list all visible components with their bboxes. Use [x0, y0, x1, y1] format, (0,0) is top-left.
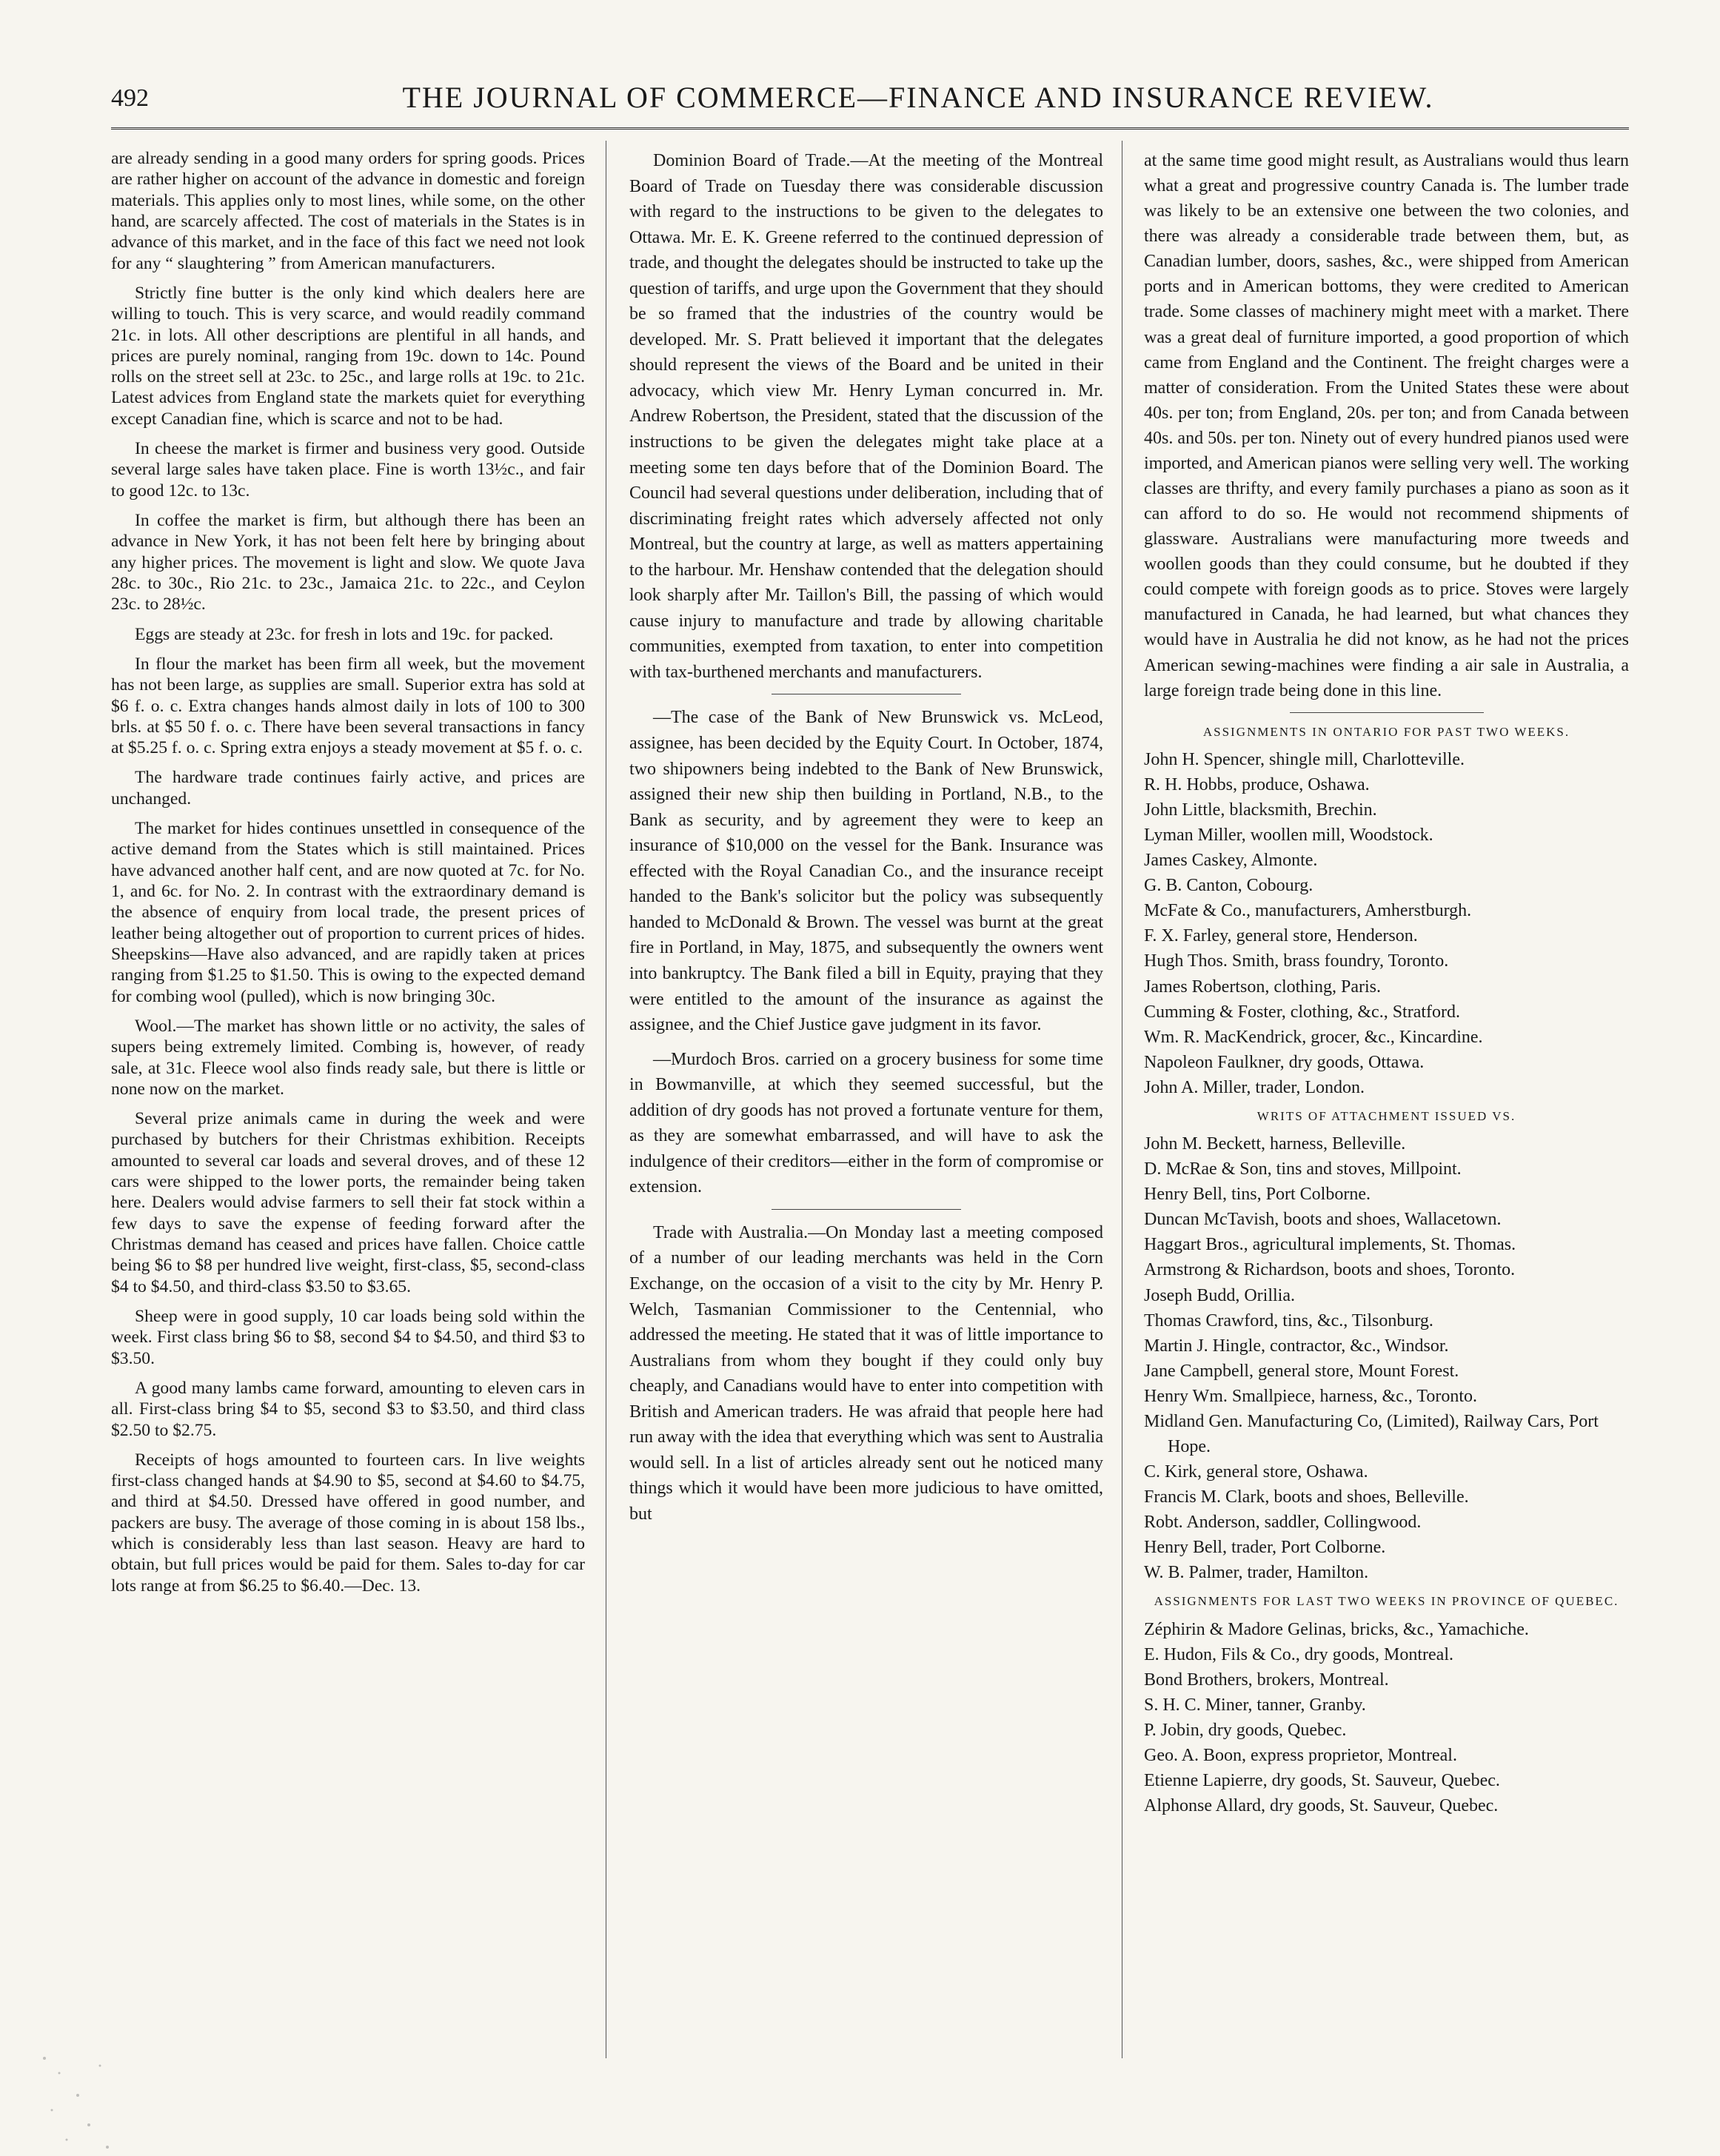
list-item: Robt. Anderson, saddler, Collingwood.: [1144, 1513, 1422, 1533]
list-item: Wm. R. MacKendrick, grocer, &c., Kincardine.: [1144, 1027, 1483, 1047]
paragraph: are already sending in a good many orders for spring goods. Prices are rather higher on account of the advance in domestic and foreign materials. This applies only to most lines, while some, on the other hand, are scarcely affected. The cost of materials in the States is in advance of this market, and in the face of this fact we need not look for any “ slaughtering ” from American manufacturers.: [111, 149, 585, 273]
article-board-of-trade: Dominion Board of Trade.—At the meeting of the Montreal Board of Trade on Tuesday there was considerable discussion with regard to the instructions to be given to the delegates to Ottawa. Mr. E. K. Greene referred to the continued depression of trade, and thought the delegates should be instructed to take up the question of tariffs, and urge upon the Government that they should be so framed that the industries of the country would be developed. Mr. S. Pratt believed it important that the delegates should represent the views of the Board and be united in their advocacy, which view Mr. Henry Lyman concurred in. Mr. Andrew Robertson, the President, stated that the discussion of the instructions to be given the delegates might take place at a meeting some ten days before that of the Dominion Board. The Council had several questions under deliberation, including that of discriminating freight rates which adversely affected not only Montreal, but the country at large, as well as matters appertaining to the harbour. Mr. Henshaw contended that the delegation should look sharply after Mr. Taillon's Bill, the passing of which would cause injury to manufacture and trade by allowing charitable communities, exempted from taxation, to enter into competition with tax-burthened merchants and manufacturers.: [629, 151, 1103, 682]
list-item: G. B. Canton, Cobourg.: [1144, 876, 1314, 896]
paragraph: In flour the market has been firm all week, but the movement has not been large, as supplies are small. Superior extra has sold at $6 f. o. c. Extra changes hands almost daily in lots of 100 to 300 brls. at $5 50 f. o. c. There have been several transactions in fancy at $5.25 f. o. c. Spring extra enjoys a steady movement at $5 f. o. c.: [111, 654, 585, 758]
page-number: 492: [111, 84, 149, 112]
running-title: THE JOURNAL OF COMMERCE—FINANCE AND INSURANCE REVIEW.: [402, 81, 1434, 114]
article-bank-case: —The case of the Bank of New Brunswick vs. McLeod, assignee, has been decided by the Equity Court. In October, 1874, two shipowners being indebted to the Bank of New Brunswick, assigned their new ship then building in Portland, N.B., to the Bank as security, and by agreement they were to keep an insurance of $10,000 on the vessel for the Bank. Insurance was effected with the Royal Canadian Co., and the insurance receipt handed to the Bank's solicitor but the policy was subsequently handed to McDonald & Brown. The vessel was burnt at the great fire in Portland, in May, 1875, and subsequently the owners went into bankruptcy. The Bank filed a bill in Equity, praying that they were entitled to the amount of the insurance as against the assignee, and the Chief Justice gave judgment in its favor.: [629, 708, 1103, 1035]
list-item: Zéphirin & Madore Gelinas, bricks, &c., Yamachiche.: [1144, 1619, 1529, 1639]
list-item: John A. Miller, trader, London.: [1144, 1077, 1365, 1097]
paragraph: In coffee the market is firm, but although there has been an advance in New York, it has not been felt here by bringing about any higher prices. The movement is light and slow. We quote Java 28c. to 30c., Rio 21c. to 23c., Jamaica 21c. to 22c., and Ceylon 23c. to 28½c.: [111, 511, 585, 615]
list-item: P. Jobin, dry goods, Quebec.: [1144, 1720, 1347, 1740]
section-divider: [772, 1209, 961, 1210]
list-item: Jane Campbell, general store, Mount Forest.: [1144, 1361, 1459, 1381]
list-item: Henry Bell, trader, Port Colborne.: [1144, 1538, 1386, 1558]
list-item: D. McRae & Son, tins and stoves, Millpoint.: [1144, 1159, 1462, 1179]
quebec-assignments-list: [1144, 1617, 1629, 1819]
paragraph: Strictly fine butter is the only kind which dealers here are willing to touch. This is very scarce, and would readily command 21c. in lots. All other descriptions are plentiful in all hands, and prices are purely nominal, ranging from 19c. down to 14c. Pound rolls on the street sell at 23c. to 25c., and large rolls at 19c. to 21c. Latest advices from England state the markets quiet for everything except Canadian fine, which is scarce and not to be had.: [111, 283, 585, 429]
writs-heading: WRITS OF ATTACHMENT ISSUED VS.: [1256, 1108, 1516, 1123]
list-item: Francis M. Clark, boots and shoes, Belleville.: [1144, 1487, 1469, 1507]
list-item: Cumming & Foster, clothing, &c., Stratford.: [1144, 1002, 1461, 1022]
list-item: Lyman Miller, woollen mill, Woodstock.: [1144, 826, 1433, 846]
article-murdoch-bros: —Murdoch Bros. carried on a grocery business for some time in Bowmanville, at which they seemed successful, but the addition of dry goods has not proved a fortunate venture for them, as they are somewhat embarrassed, and will have to ask the indulgence of their creditors—either in the form of compromise or extension.: [629, 1049, 1103, 1197]
paragraph: Eggs are steady at 23c. for fresh in lots and 19c. for packed.: [135, 624, 554, 644]
list-item: Midland Gen. Manufacturing Co, (Limited), Railway Cars, Port Hope.: [1144, 1411, 1599, 1456]
paragraph: The market for hides continues unsettled in consequence of the active demand from the States which is still maintained. Prices have advanced another half cent, and are now quoted at 7c. for No. 1, and 6c. for No. 2. In contrast with the extraordinary demand is the absence of enquiry from local trade, the present prices of leather being altogether out of proportion to current prices of hides. Sheepskins—Have also advanced, and are rapidly taken at prices ranging from $1.25 to $1.50. This is owing to the expected demand for combing wool (pulled), which is now bringing 30c.: [111, 819, 585, 1006]
list-item: Haggart Bros., agricultural implements, St. Thomas.: [1144, 1235, 1516, 1255]
paragraph: A good many lambs came forward, amounting to eleven cars in all. First-class bring $4 to $5, second $3 to $3.50, and third class $2.50 to $2.75.: [111, 1378, 585, 1440]
list-item: W. B. Palmer, trader, Hamilton.: [1144, 1563, 1369, 1583]
paragraph: Wool.—The market has shown little or no activity, the sales of supers being extremely limited. Combing is, however, of ready sale, at 31c. Fleece wool also finds ready sale, but there is little or none now on the market.: [111, 1016, 585, 1099]
list-item: R. H. Hobbs, produce, Oshawa.: [1144, 774, 1370, 794]
print-speckle-decoration: [37, 2043, 118, 2155]
page-header: [111, 80, 1629, 124]
section-divider: [1290, 712, 1484, 713]
list-item: Etienne Lapierre, dry goods, St. Sauveur, Quebec.: [1144, 1771, 1500, 1791]
header-rule: [111, 127, 1629, 130]
paragraph: The hardware trade continues fairly active, and prices are unchanged.: [111, 768, 585, 808]
paragraph: In cheese the market is firmer and business very good. Outside several large sales have taken place. Fine is worth 13½c., and fair to good 12c. to 13c.: [111, 439, 585, 500]
article-continuation: at the same time good might result, as Australians would thus learn what a great and progressive country Canada is. The lumber trade was likely to be an extensive one between the two colonies, and there was already a considerable trade between them, but, as Canadian lumber, doors, sashes, &c., were shipped from American ports and in American bottoms, they were credited to American trade. Some classes of machinery might meet with a market. There was a great deal of furniture imported, a good proportion of which came from England and the Continent. The freight charges were a matter of consideration. From the United States these were about 40s. per ton; from England, 20s. per ton; and from Canada between 40s. and 50s. per ton. Ninety out of every hundred pianos used were imported, and American pianos were selling very well. The working classes are thrifty, and every family purchases a piano as soon as it can afford to do so. He would not recommend shipments of glassware. Australians were manufacturing more tweeds and woollen goods than they could consume, but he doubted if they could compete with foreign goods as to price. Stoves were largely manufactured in Canada, he had learned, but what chances they would have in Australia he did not know, as he had not the prices American sewing-machines were finding a air sale in Australia, a large foreign trade being done in this line.: [1144, 151, 1629, 700]
list-item: Alphonse Allard, dry goods, St. Sauveur, Quebec.: [1144, 1796, 1499, 1816]
list-item: Napoleon Faulkner, dry goods, Ottawa.: [1144, 1052, 1425, 1072]
list-item: Geo. A. Boon, express proprietor, Montreal.: [1144, 1745, 1457, 1765]
list-item: Joseph Budd, Orillia.: [1144, 1285, 1295, 1305]
writs-list: [1144, 1131, 1629, 1585]
column-assignments: [1144, 148, 1629, 2088]
list-item: Armstrong & Richardson, boots and shoes, Toronto.: [1144, 1260, 1516, 1280]
list-item: James Robertson, clothing, Paris.: [1144, 977, 1381, 997]
column-board-of-trade: [629, 148, 1103, 2088]
list-item: James Caskey, Almonte.: [1144, 851, 1318, 871]
list-item: McFate & Co., manufacturers, Amherstburgh.: [1144, 901, 1472, 921]
list-item: Duncan McTavish, boots and shoes, Wallacetown.: [1144, 1210, 1502, 1230]
list-item: E. Hudon, Fils & Co., dry goods, Montreal.: [1144, 1644, 1453, 1664]
list-item: John M. Beckett, harness, Belleville.: [1144, 1134, 1406, 1154]
paragraph: Several prize animals came in during the week and were purchased by butchers for their Christmas exhibition. Receipts amounted to several car loads and several droves, and of these 12 cars were shipped to the lower ports, the remainder being taken here. Dealers would advise farmers to sell their fat stock within a few days to save the expense of feeding forward after the Christmas demand has ceased and prices have fallen. Choice cattle being $6 to $8 per hundred live weight, first-class, $5, second-class $4 to $4.50, and third-class $3.50 to $3.65.: [111, 1109, 585, 1296]
list-item: F. X. Farley, general store, Henderson.: [1144, 926, 1418, 946]
list-item: John H. Spencer, shingle mill, Charlotteville.: [1144, 749, 1465, 769]
list-item: John Little, blacksmith, Brechin.: [1144, 800, 1377, 820]
paragraph: Sheep were in good supply, 10 car loads being sold within the week. First class bring $6 to $8, second $4 to $4.50, and third $3 to $3.50.: [111, 1306, 585, 1368]
list-item: Bond Brothers, brokers, Montreal.: [1144, 1670, 1389, 1690]
article-trade-australia: Trade with Australia.—On Monday last a meeting composed of a number of our leading merchants was held in the Corn Exchange, on the occasion of a visit to the city by Mr. Henry P. Welch, Tasmanian Commissioner to the Centennial, who addressed the meeting. He stated that it was of little importance to Australians from whom they bought if they could only buy cheaply, and Canadians would have to enter into competition with British and American traders. He was afraid that people here had run away with the idea that everything which was sent to Australia would sell. In a list of articles already sent out he noticed many things which it would have been more judicious to have omitted, but: [629, 1222, 1103, 1524]
ontario-assignments-list: [1144, 747, 1629, 1100]
list-item: Henry Wm. Smallpiece, harness, &c., Toronto.: [1144, 1386, 1477, 1406]
list-item: C. Kirk, general store, Oshawa.: [1144, 1462, 1368, 1482]
ontario-heading: ASSIGNMENTS IN ONTARIO FOR PAST TWO WEEKS.: [1202, 724, 1570, 739]
paragraph: Receipts of hogs amounted to fourteen cars. In live weights first-class changed hands at $4.90 to $5, second at $4.60 to $4.75, and third at $4.50. Dressed have offered in good number, and packers are busy. The average of those coming in is about 158 lbs., which is considerably less than last season. Heavy are hard to obtain, but full prices would be paid for them. Sales to-day for car lots range at from $6.25 to $6.40.—Dec. 13.: [111, 1450, 585, 1596]
list-item: Hugh Thos. Smith, brass foundry, Toronto.: [1144, 951, 1449, 971]
list-item: Martin J. Hingle, contractor, &c., Windsor.: [1144, 1336, 1449, 1356]
quebec-heading: ASSIGNMENTS FOR LAST TWO WEEKS IN PROVINCE OF QUEBEC.: [1154, 1594, 1619, 1609]
column-market-report: [111, 148, 585, 2088]
list-item: Henry Bell, tins, Port Colborne.: [1144, 1185, 1371, 1205]
list-item: S. H. C. Miner, tanner, Granby.: [1144, 1695, 1366, 1715]
list-item: Thomas Crawford, tins, &c., Tilsonburg.: [1144, 1310, 1433, 1330]
